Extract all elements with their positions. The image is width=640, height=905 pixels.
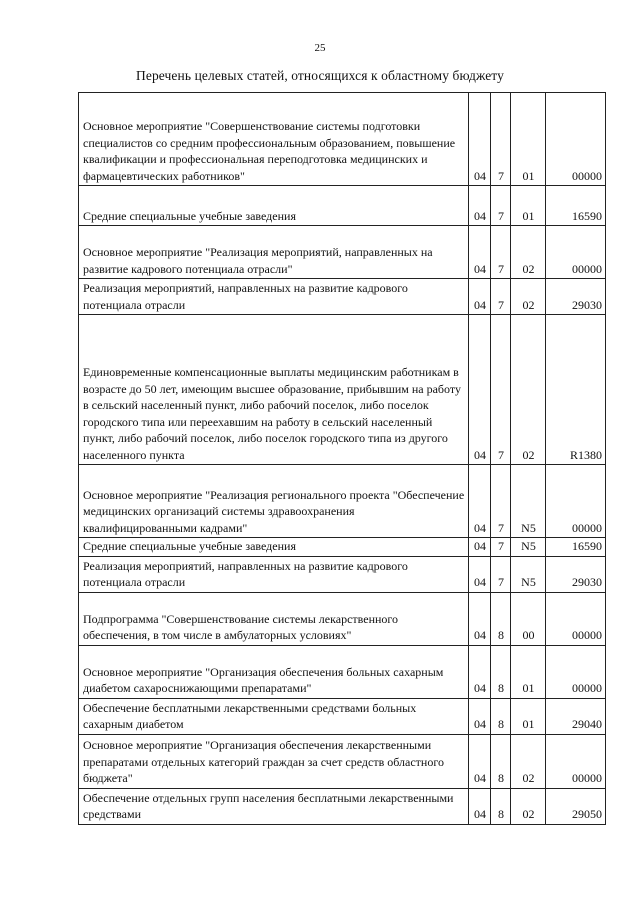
row-name: Реализация мероприятий, направленных на развитие кадрового потенциала отрасли <box>79 279 469 315</box>
code-part-4: R1380 <box>546 315 606 465</box>
code-part-4: 00000 <box>546 93 606 186</box>
target-items-table <box>78 92 606 825</box>
code-part-3: N5 <box>511 538 546 557</box>
row-name: Обеспечение бесплатными лекарственными средствами больных сахарным диабетом <box>79 698 469 734</box>
code-part-2: 8 <box>491 698 511 734</box>
table-row <box>79 788 606 824</box>
code-part-2: 7 <box>491 465 511 538</box>
code-part-3: N5 <box>511 556 546 592</box>
code-part-1: 04 <box>469 186 491 226</box>
code-part-2: 8 <box>491 645 511 698</box>
code-part-1: 04 <box>469 315 491 465</box>
code-part-1: 04 <box>469 645 491 698</box>
table-row <box>79 226 606 279</box>
row-name: Основное мероприятие "Организация обеспечения больных сахарным диабетом сахароснижающими препаратами" <box>79 645 469 698</box>
code-part-3: 02 <box>511 226 546 279</box>
code-part-1: 04 <box>469 465 491 538</box>
code-part-3: 00 <box>511 592 546 645</box>
code-part-2: 7 <box>491 93 511 186</box>
code-part-4: 29050 <box>546 788 606 824</box>
table-row <box>79 186 606 226</box>
page-number: 25 <box>314 42 326 54</box>
table-row <box>79 556 606 592</box>
code-part-4: 00000 <box>546 645 606 698</box>
code-part-3: N5 <box>511 465 546 538</box>
code-part-1: 04 <box>469 592 491 645</box>
code-part-3: 02 <box>511 788 546 824</box>
row-name: Обеспечение отдельных групп населения бесплатными лекарственными средствами <box>79 788 469 824</box>
code-part-3: 02 <box>511 315 546 465</box>
row-name: Основное мероприятие "Организация обеспечения лекарственными препаратами отдельных категорий граждан за счет средств областного бюджета" <box>79 734 469 788</box>
code-part-1: 04 <box>469 538 491 557</box>
code-part-3: 01 <box>511 645 546 698</box>
page-title: Перечень целевых статей, относящихся к областному бюджету <box>136 68 504 83</box>
table-row <box>79 538 606 557</box>
code-part-2: 8 <box>491 734 511 788</box>
code-part-1: 04 <box>469 734 491 788</box>
code-part-4: 29030 <box>546 556 606 592</box>
code-part-1: 04 <box>469 788 491 824</box>
code-part-4: 29030 <box>546 279 606 315</box>
code-part-1: 04 <box>469 698 491 734</box>
table-row <box>79 465 606 538</box>
table-row <box>79 315 606 465</box>
code-part-2: 7 <box>491 315 511 465</box>
row-name: Средние специальные учебные заведения <box>79 538 469 557</box>
code-part-2: 8 <box>491 788 511 824</box>
code-part-2: 7 <box>491 186 511 226</box>
row-name: Единовременные компенсационные выплаты медицинским работникам в возрасте до 50 лет, имеющим высшее образование, прибывшим на работу в сельский населенный пункт, либо рабочий поселок, либо поселок городского типа или переехавшим на работу в сельский населенный пункт, либо рабочий поселок, либо поселок городского типа из другого населенного пункта <box>79 315 469 465</box>
table-row <box>79 93 606 186</box>
code-part-4: 00000 <box>546 734 606 788</box>
code-part-3: 01 <box>511 698 546 734</box>
code-part-4: 00000 <box>546 226 606 279</box>
code-part-1: 04 <box>469 226 491 279</box>
code-part-2: 8 <box>491 592 511 645</box>
code-part-4: 00000 <box>546 592 606 645</box>
code-part-4: 16590 <box>546 186 606 226</box>
table-row <box>79 279 606 315</box>
code-part-2: 7 <box>491 538 511 557</box>
row-name: Подпрограмма "Совершенствование системы лекарственного обеспечения, в том числе в амбулаторных условиях" <box>79 592 469 645</box>
code-part-3: 02 <box>511 734 546 788</box>
table-row <box>79 698 606 734</box>
row-name: Основное мероприятие "Совершенствование системы подготовки специалистов со средним профессиональным образованием, повышение квалификации и профессиональная переподготовка медицинских и фармацевтических работников" <box>79 93 469 186</box>
row-name: Основное мероприятие "Реализация мероприятий, направленных на развитие кадрового потенциала отрасли" <box>79 226 469 279</box>
code-part-2: 7 <box>491 556 511 592</box>
row-name: Основное мероприятие "Реализация регионального проекта "Обеспечение медицинских организаций системы здравоохранения квалифицированными кадрами" <box>79 465 469 538</box>
table-row <box>79 592 606 645</box>
row-name: Средние специальные учебные заведения <box>79 186 469 226</box>
table-row <box>79 645 606 698</box>
code-part-3: 01 <box>511 186 546 226</box>
code-part-3: 02 <box>511 279 546 315</box>
code-part-2: 7 <box>491 279 511 315</box>
code-part-4: 29040 <box>546 698 606 734</box>
code-part-1: 04 <box>469 279 491 315</box>
code-part-3: 01 <box>511 93 546 186</box>
code-part-2: 7 <box>491 226 511 279</box>
row-name: Реализация мероприятий, направленных на развитие кадрового потенциала отрасли <box>79 556 469 592</box>
code-part-4: 00000 <box>546 465 606 538</box>
code-part-4: 16590 <box>546 538 606 557</box>
code-part-1: 04 <box>469 93 491 186</box>
table-row <box>79 734 606 788</box>
code-part-1: 04 <box>469 556 491 592</box>
